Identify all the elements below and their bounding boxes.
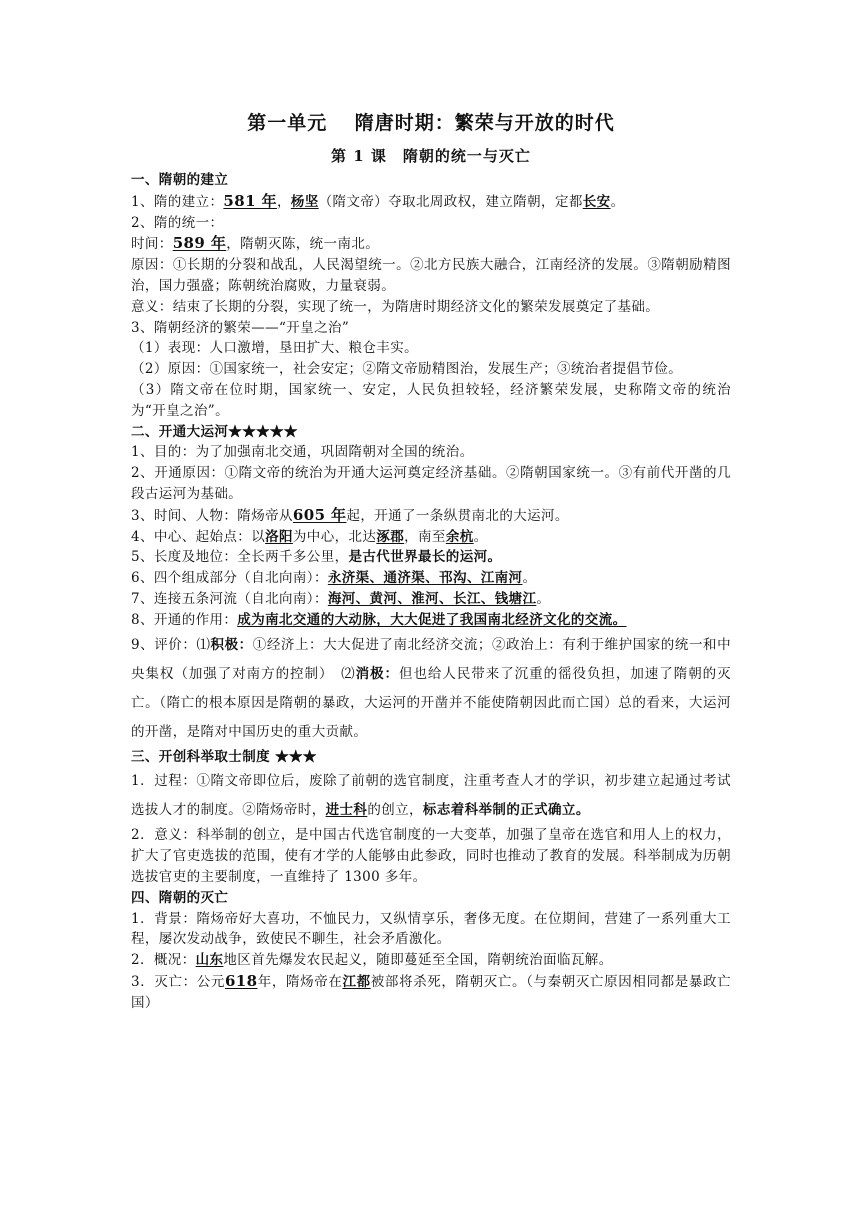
section-heading-3: 三、开创科举取士制度 ★★★: [131, 748, 317, 765]
key-point: 永济渠、通济渠、邗沟、江南河: [327, 570, 523, 587]
section-heading-4: 四、隋朝的灭亡: [131, 889, 229, 906]
s4-line-2: 2．概况：山东地区首先爆发农民起义，随即蔓延至全国，隋朝统治面临瓦解。: [131, 952, 613, 969]
s2-line-4: 4、中心、起始点：以洛阳为中心，北达涿郡，南至余杭。: [131, 528, 488, 545]
document-page: [131, 108, 731, 1014]
key-place: 涿郡: [376, 528, 405, 545]
s2-line-1: 1、目的：为了加强南北交通，巩固隋朝对全国的统治。: [131, 444, 474, 461]
s1-line-4: 原因：①长期的分裂和战乱，人民渴望统一。②北方民族大融合，江南经济的发展。③隋朝励精图治，国力强盛；陈朝统治腐败，力量衰弱。: [131, 257, 731, 294]
section-heading-2: 二、开通大运河★★★★★: [131, 423, 298, 440]
key-place: 江都: [342, 973, 371, 990]
key-point: 标志着科举制的正式确立。: [422, 802, 590, 819]
lesson-title: 第 1 课 隋朝的统一与灭亡: [331, 147, 531, 165]
key-label: 积极：: [210, 636, 253, 653]
s2-line-2: 2、开通原因：①隋文帝的统治为开通大运河奠定经济基础。②隋朝国家统一。③有前代开凿的几段古运河为基础。: [131, 465, 731, 502]
key-year: 589 年: [172, 234, 227, 253]
s1-line-6: 3、隋朝经济的繁荣——“开皇之治”: [131, 319, 350, 336]
s2-line-7: 7、连接五条河流（自北向南）：海河、黄河、淮河、长江、钱塘江。: [131, 590, 551, 607]
s4-line-3: 3．灭亡：公元618年，隋炀帝在江都被部将杀死，隋朝灭亡。（与秦朝灭亡原因相同都是暴政亡国）: [131, 971, 731, 1011]
s1-line-3: 时间：589 年，隋朝灭陈，统一南北。: [131, 234, 380, 253]
s2-line-3: 3、时间、人物：隋炀帝从605 年起，开通了一条纵贯南北的大运河。: [131, 505, 569, 524]
s1-line-5: 意义：结束了长期的分裂，实现了统一，为隋唐时期经济文化的繁荣发展奠定了基础。: [131, 298, 660, 315]
s1-line-1: 1、隋的建立：581 年，杨坚（隋文帝）夺取北周政权，建立隋朝，定都长安。: [131, 191, 625, 210]
key-point: 是古代世界最长的运河。: [348, 549, 502, 566]
s2-line-9: 9、评价：⑴积极：①经济上：大大促进了南北经济交流；②政治上：有利于维护国家的统一和中央集权（加强了对南方的控制） ⑵消极：但也给人民带来了沉重的徭役负担，加速了隋朝的灭亡。（隋亡的根本原因是隋朝的暴政，大运河的开凿并不能使隋朝因此而亡国）总的看来，大运河的开凿，是隋对中国历史的重大贡献。: [131, 636, 732, 740]
key-place: 长安: [582, 193, 611, 210]
key-point: 进士科: [325, 802, 368, 819]
key-place: 洛阳: [265, 528, 293, 545]
key-year: 605 年: [292, 505, 347, 524]
s2-line-6: 6、四个组成部分（自北向南）：永济渠、通济渠、邗沟、江南河。: [131, 570, 537, 587]
key-place: 山东: [195, 952, 224, 969]
section-heading-1: 一、隋朝的建立: [131, 172, 229, 188]
key-point: 成为南北交通的大动脉，大大促进了我国南北经济文化的交流。: [237, 611, 627, 628]
key-place: 余杭: [445, 528, 474, 545]
key-label: 消极：: [355, 665, 399, 682]
key-year: 581 年: [223, 191, 277, 210]
s1-line-7: （1）表现：人口激增，垦田扩大、粮仓丰实。: [131, 340, 418, 357]
s3-line-1: 1．过程：①隋文帝即位后，废除了前朝的选官制度，注重考查人才的学识，初步建立起通过考试选拔人才的制度。②隋炀帝时，进士科的创立，标志着科举制的正式确立。: [131, 773, 731, 819]
s3-line-2: 2．意义：科举制的创立，是中国古代选官制度的一大变革，加强了皇帝在选官和用人上的权力，扩大了官吏选拔的范围，使有才学的人能够由此参政，同时也推动了教育的发展。科举制成为历朝选拔官吏的主要制度，一直维持了 1300 多年。: [131, 827, 731, 885]
s1-line-9: （3）隋文帝在位时期，国家统一、安定，人民负担较轻，经济繁荣发展，史称隋文帝的统治为“开皇之治”。: [131, 381, 731, 419]
s1-line-8: （2）原因：①国家统一，社会安定；②隋文帝励精图治，发展生产；③统治者提倡节俭。: [131, 361, 683, 378]
unit-title: 第一单元 隋唐时期：繁荣与开放的时代: [247, 112, 615, 134]
s2-line-5: 5、长度及地位：全长两千多公里，是古代世界最长的运河。: [131, 549, 502, 566]
key-point: 海河、黄河、淮河、长江、钱塘江: [327, 590, 537, 607]
key-year: 618: [224, 971, 258, 990]
s2-line-8: 8、开通的作用：成为南北交通的大动脉，大大促进了我国南北经济文化的交流。: [131, 611, 627, 628]
key-person: 杨坚: [290, 193, 319, 210]
s4-line-1: 1．背景：隋炀帝好大喜功，不恤民力，又纵情享乐，奢侈无度。在位期间，营建了一系列重大工程，屡次发动战争，致使民不聊生，社会矛盾激化。: [131, 910, 731, 948]
s1-line-2: 2、隋的统一：: [131, 214, 224, 231]
